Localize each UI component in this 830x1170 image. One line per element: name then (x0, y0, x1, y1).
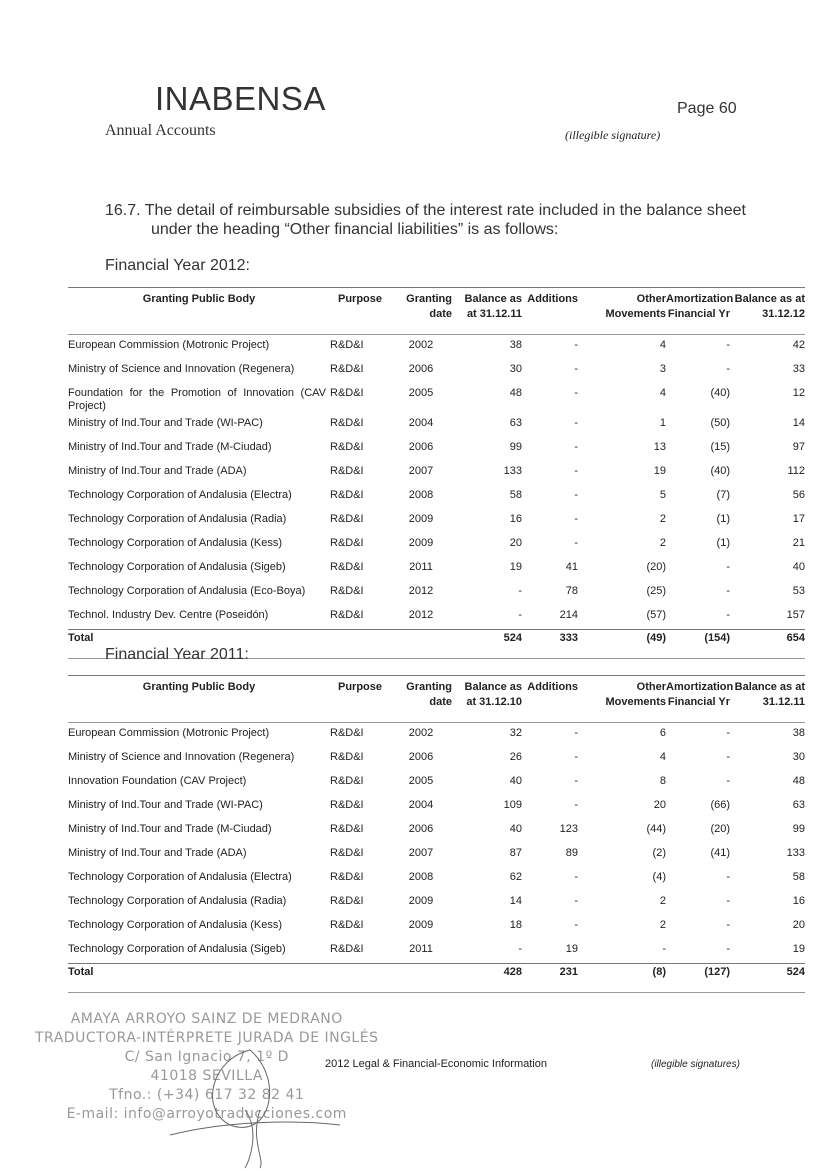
cell-amortization: - (726, 727, 730, 739)
footer-text: 2012 Legal & Financial-Economic Information (325, 1058, 547, 1070)
cell-opening-balance: 18 (509, 919, 522, 931)
page-number: Page 60 (677, 100, 737, 117)
cell-opening-balance: 38 (509, 339, 522, 351)
cell-additions: 333 (522, 630, 578, 659)
intro-paragraph (105, 201, 765, 239)
cell-purpose: R&D&I (330, 561, 364, 573)
cell-opening-balance: 26 (509, 751, 522, 763)
cell-purpose: R&D&I (330, 417, 364, 429)
table-row (68, 533, 805, 557)
subsidies-table-2012 (68, 287, 805, 659)
cell-purpose: R&D&I (330, 609, 364, 621)
table-row (68, 891, 805, 915)
cell-body: Ministry of Ind.Tour and Trade (ADA) (68, 465, 247, 477)
cell-body: Technology Corporation of Andalusia (Kess) (68, 537, 283, 549)
cell-body: Technology Corporation of Andalusia (Electra) (68, 871, 292, 883)
cell-additions: - (574, 775, 578, 787)
cell-other-movements: 4 (659, 339, 666, 351)
table-row (68, 485, 805, 509)
cell-date: 2005 (408, 387, 434, 399)
table-row (68, 771, 805, 795)
cell-body: Ministry of Ind.Tour and Trade (WI-PAC) (68, 799, 263, 811)
cell-opening-balance: 19 (509, 561, 522, 573)
cell-purpose: R&D&I (330, 585, 364, 597)
header-other-movements: Other Movements (605, 293, 666, 320)
header-additions: Additions (527, 681, 578, 693)
cell-opening-balance: 16 (509, 513, 522, 525)
cell-amortization: - (726, 561, 730, 573)
cell-additions: - (574, 465, 578, 477)
cell-opening-balance: 524 (452, 630, 522, 659)
cell-amortization: (127) (666, 964, 730, 993)
cell-purpose: R&D&I (330, 823, 364, 835)
cell-date: 2006 (408, 823, 434, 835)
cell-closing-balance: 33 (792, 363, 805, 375)
cell-body: Technol. Industry Dev. Centre (Poseidón) (68, 609, 269, 621)
header-amortization: Amortization Financial Yr (666, 681, 734, 708)
cell-amortization: (41) (710, 847, 730, 859)
cell-closing-balance: 20 (792, 919, 805, 931)
cell-additions: - (574, 363, 578, 375)
cell-other-movements: 5 (659, 489, 666, 501)
cell-date: 2011 (409, 943, 433, 955)
cell-amortization: (154) (666, 630, 730, 659)
cell-other-movements: 13 (653, 441, 666, 453)
table-row (68, 383, 805, 413)
cell-date: 2002 (408, 727, 434, 739)
table-row (68, 461, 805, 485)
intro-line-1: 16.7. The detail of reimbursable subsidies of the interest rate included in the balance sheet (105, 202, 746, 219)
cell-purpose: R&D&I (330, 775, 364, 787)
table-row (68, 723, 805, 748)
table-row (68, 939, 805, 964)
table-row (68, 819, 805, 843)
cell-other-movements: - (662, 943, 666, 955)
cell-opening-balance: 40 (509, 823, 522, 835)
cell-opening-balance: 87 (509, 847, 522, 859)
cell-additions: 123 (559, 823, 578, 835)
cell-body: Ministry of Science and Innovation (Regenera) (68, 751, 295, 763)
cell-opening-balance: 30 (509, 363, 522, 375)
cell-closing-balance: 17 (792, 513, 805, 525)
header-date: Granting date (406, 681, 452, 708)
cell-date: 2012 (408, 609, 434, 621)
table-header-row (68, 676, 805, 723)
cell-date: 2004 (408, 799, 434, 811)
cell-purpose: R&D&I (330, 513, 364, 525)
cell-date: 2008 (408, 489, 434, 501)
cell-purpose: R&D&I (330, 751, 364, 763)
header-purpose: Purpose (337, 293, 382, 305)
cell-body: Foundation for the Promotion of Innovation (CAV Project) (68, 387, 326, 412)
table-row (68, 747, 805, 771)
cell-amortization: - (726, 943, 730, 955)
cell-opening-balance: 99 (509, 441, 522, 453)
stamp-line: Tfno.: (+34) 617 32 82 41 (109, 1087, 305, 1103)
cell-additions: - (574, 513, 578, 525)
cell-other-movements: 2 (659, 895, 666, 907)
footer-signatures: (illegible signatures) (651, 1059, 740, 1070)
subsidies-table-2011 (68, 675, 805, 993)
cell-date: 2002 (408, 339, 434, 351)
cell-opening-balance: 32 (509, 727, 522, 739)
cell-body: Technology Corporation of Andalusia (Sigeb) (68, 561, 286, 573)
cell-additions: - (574, 727, 578, 739)
cell-closing-balance: 63 (792, 799, 805, 811)
cell-body: Total (68, 630, 330, 659)
header-body: Granting Public Body (142, 293, 256, 305)
table-row (68, 359, 805, 383)
cell-body: European Commission (Motronic Project) (68, 727, 270, 739)
cell-body: Ministry of Science and Innovation (Regenera) (68, 363, 295, 375)
cell-other-movements: (4) (652, 871, 666, 883)
cell-other-movements: (8) (578, 964, 666, 993)
cell-date: 2009 (408, 537, 434, 549)
cell-amortization: - (726, 339, 730, 351)
cell-opening-balance: - (518, 609, 522, 621)
cell-opening-balance: - (518, 585, 522, 597)
cell-other-movements: 4 (659, 751, 666, 763)
cell-closing-balance: 42 (792, 339, 805, 351)
cell-closing-balance: 21 (792, 537, 805, 549)
cell-closing-balance: 14 (792, 417, 805, 429)
cell-other-movements: 19 (653, 465, 666, 477)
cell-date: 2006 (408, 441, 434, 453)
cell-purpose: R&D&I (330, 441, 364, 453)
cell-opening-balance: 20 (509, 537, 522, 549)
cell-amortization: - (726, 585, 730, 597)
cell-body: Innovation Foundation (CAV Project) (68, 775, 247, 787)
cell-opening-balance: 14 (509, 895, 522, 907)
cell-body: Technology Corporation of Andalusia (Sigeb) (68, 943, 286, 955)
cell-additions: - (574, 871, 578, 883)
cell-purpose (330, 964, 390, 993)
cell-body: Ministry of Ind.Tour and Trade (ADA) (68, 847, 247, 859)
cell-closing-balance: 19 (792, 943, 805, 955)
cell-additions: 19 (565, 943, 578, 955)
cell-closing-balance: 97 (792, 441, 805, 453)
cell-date: 2009 (408, 513, 434, 525)
cell-closing-balance: 524 (730, 964, 805, 993)
header-opening-balance: Balance as at 31.12.10 (464, 681, 522, 708)
stamp-line: 41018 SEVILLA (150, 1068, 263, 1084)
cell-other-movements: 2 (659, 537, 666, 549)
handwritten-signature-icon (150, 1040, 350, 1170)
table-row (68, 843, 805, 867)
cell-amortization: (7) (716, 489, 730, 501)
stamp-line: AMAYA ARROYO SAINZ DE MEDRANO (70, 1011, 343, 1027)
cell-other-movements: (49) (578, 630, 666, 659)
cell-other-movements: (25) (646, 585, 666, 597)
stamp-line: TRADUCTORA-INTÉRPRETE JURADA DE INGLÉS (35, 1030, 379, 1046)
cell-date: 2006 (408, 751, 434, 763)
header-purpose: Purpose (337, 681, 382, 693)
cell-amortization: - (726, 919, 730, 931)
cell-date: 2007 (408, 465, 434, 477)
table-title-2011: Financial Year 2011: (105, 646, 249, 663)
cell-purpose: R&D&I (330, 489, 364, 501)
cell-purpose: R&D&I (330, 387, 364, 399)
cell-body: Technology Corporation of Andalusia (Radia) (68, 513, 287, 525)
cell-additions: 41 (565, 561, 578, 573)
cell-body: Ministry of Ind.Tour and Trade (M-Ciudad) (68, 441, 272, 453)
cell-opening-balance: 62 (509, 871, 522, 883)
cell-opening-balance: 40 (509, 775, 522, 787)
cell-additions: - (574, 417, 578, 429)
header-opening-balance: Balance as at 31.12.11 (464, 293, 522, 320)
cell-purpose (330, 630, 390, 659)
cell-amortization: - (726, 751, 730, 763)
cell-amortization: (1) (716, 537, 730, 549)
cell-additions: - (574, 895, 578, 907)
table-row (68, 437, 805, 461)
cell-amortization: - (726, 871, 730, 883)
table-title-2012: Financial Year 2012: (105, 257, 250, 274)
cell-closing-balance: 53 (792, 585, 805, 597)
cell-additions: - (574, 799, 578, 811)
cell-additions: 89 (565, 847, 578, 859)
cell-amortization: (15) (710, 441, 730, 453)
cell-closing-balance: 58 (792, 871, 805, 883)
cell-opening-balance: 428 (452, 964, 522, 993)
cell-opening-balance: 63 (509, 417, 522, 429)
table-row (68, 335, 805, 360)
header-amortization: Amortization Financial Yr (666, 293, 734, 320)
cell-purpose: R&D&I (330, 919, 364, 931)
cell-closing-balance: 157 (786, 609, 805, 621)
cell-amortization: - (726, 895, 730, 907)
stamp-line: E-mail: info@arroyotraducciones.com (66, 1106, 347, 1122)
cell-amortization: (40) (710, 465, 730, 477)
cell-additions: 214 (559, 609, 578, 621)
cell-additions: 78 (565, 585, 578, 597)
cell-other-movements: 1 (659, 417, 666, 429)
cell-date: 2008 (408, 871, 434, 883)
cell-amortization: (66) (710, 799, 730, 811)
company-logo: INABENSA (155, 80, 326, 117)
cell-other-movements: 2 (659, 919, 666, 931)
cell-other-movements: 20 (653, 799, 666, 811)
cell-other-movements: (20) (646, 561, 666, 573)
cell-closing-balance: 12 (792, 387, 805, 399)
cell-amortization: - (726, 363, 730, 375)
cell-date: 2012 (408, 585, 434, 597)
cell-body: Ministry of Ind.Tour and Trade (WI-PAC) (68, 417, 263, 429)
cell-other-movements: 3 (659, 363, 666, 375)
cell-date (390, 630, 452, 659)
cell-date: 2006 (408, 363, 434, 375)
cell-additions: - (574, 441, 578, 453)
table-row (68, 557, 805, 581)
cell-closing-balance: 16 (792, 895, 805, 907)
cell-closing-balance: 40 (792, 561, 805, 573)
cell-date: 2009 (408, 895, 434, 907)
cell-opening-balance: 58 (509, 489, 522, 501)
cell-other-movements: 8 (659, 775, 666, 787)
cell-closing-balance: 99 (792, 823, 805, 835)
cell-purpose: R&D&I (330, 465, 364, 477)
cell-purpose: R&D&I (330, 537, 364, 549)
cell-purpose: R&D&I (330, 895, 364, 907)
cell-date: 2005 (408, 775, 434, 787)
cell-date: 2004 (408, 417, 434, 429)
cell-body: European Commission (Motronic Project) (68, 339, 270, 351)
cell-closing-balance: 48 (792, 775, 805, 787)
cell-opening-balance: 48 (509, 387, 522, 399)
table-row (68, 795, 805, 819)
cell-purpose: R&D&I (330, 847, 364, 859)
cell-other-movements: (44) (646, 823, 666, 835)
cell-other-movements: 4 (659, 387, 666, 399)
cell-body: Technology Corporation of Andalusia (Radia) (68, 895, 287, 907)
intro-line-2: under the heading “Other financial liabilities” is as follows: (151, 221, 559, 238)
cell-closing-balance: 30 (792, 751, 805, 763)
cell-amortization: (1) (716, 513, 730, 525)
cell-date (390, 964, 452, 993)
cell-opening-balance: 133 (503, 465, 522, 477)
header-closing-balance: Balance as at 31.12.12 (734, 293, 805, 320)
table-row (68, 581, 805, 605)
cell-body: Technology Corporation of Andalusia (Kess) (68, 919, 283, 931)
cell-amortization: - (726, 775, 730, 787)
cell-closing-balance: 56 (792, 489, 805, 501)
cell-closing-balance: 112 (787, 465, 805, 477)
stamp-line: C/ San Ignacio 7, 1º D (124, 1049, 289, 1065)
table-row (68, 867, 805, 891)
cell-body: Technology Corporation of Andalusia (Electra) (68, 489, 292, 501)
header-body: Granting Public Body (142, 681, 256, 693)
cell-other-movements: (57) (646, 609, 666, 621)
cell-date: 2007 (408, 847, 434, 859)
cell-other-movements: (2) (652, 847, 666, 859)
cell-additions: - (574, 751, 578, 763)
table-header-row (68, 288, 805, 335)
cell-amortization: (50) (710, 417, 730, 429)
header-closing-balance: Balance as at 31.12.11 (734, 681, 805, 708)
cell-opening-balance: - (518, 943, 522, 955)
cell-additions: - (574, 919, 578, 931)
cell-purpose: R&D&I (330, 727, 364, 739)
table-row (68, 605, 805, 630)
signature-note: (illegible signature) (565, 128, 661, 142)
cell-other-movements: 2 (659, 513, 666, 525)
cell-additions: - (574, 489, 578, 501)
table-row (68, 413, 805, 437)
total-row (68, 964, 805, 993)
cell-body: Technology Corporation of Andalusia (Eco-Boya) (68, 585, 306, 597)
document-subtitle: Annual Accounts (105, 122, 216, 139)
cell-body: Total (68, 964, 330, 993)
cell-date: 2011 (409, 561, 433, 573)
cell-body: Ministry of Ind.Tour and Trade (M-Ciudad) (68, 823, 272, 835)
cell-amortization: (20) (710, 823, 730, 835)
table-row (68, 509, 805, 533)
cell-additions: - (574, 339, 578, 351)
cell-date: 2009 (408, 919, 434, 931)
cell-purpose: R&D&I (330, 871, 364, 883)
cell-additions: 231 (522, 964, 578, 993)
cell-purpose: R&D&I (330, 339, 364, 351)
cell-closing-balance: 654 (730, 630, 805, 659)
cell-additions: - (574, 387, 578, 399)
cell-amortization: - (726, 609, 730, 621)
cell-closing-balance: 133 (786, 847, 805, 859)
header-other-movements: Other Movements (605, 681, 666, 708)
cell-closing-balance: 38 (792, 727, 805, 739)
header-date: Granting date (406, 293, 452, 320)
header-additions: Additions (527, 293, 578, 305)
cell-amortization: (40) (710, 387, 730, 399)
cell-purpose: R&D&I (330, 363, 364, 375)
cell-other-movements: 6 (659, 727, 666, 739)
cell-additions: - (574, 537, 578, 549)
cell-opening-balance: 109 (503, 799, 522, 811)
table-row (68, 915, 805, 939)
cell-purpose: R&D&I (330, 943, 364, 955)
cell-purpose: R&D&I (330, 799, 364, 811)
